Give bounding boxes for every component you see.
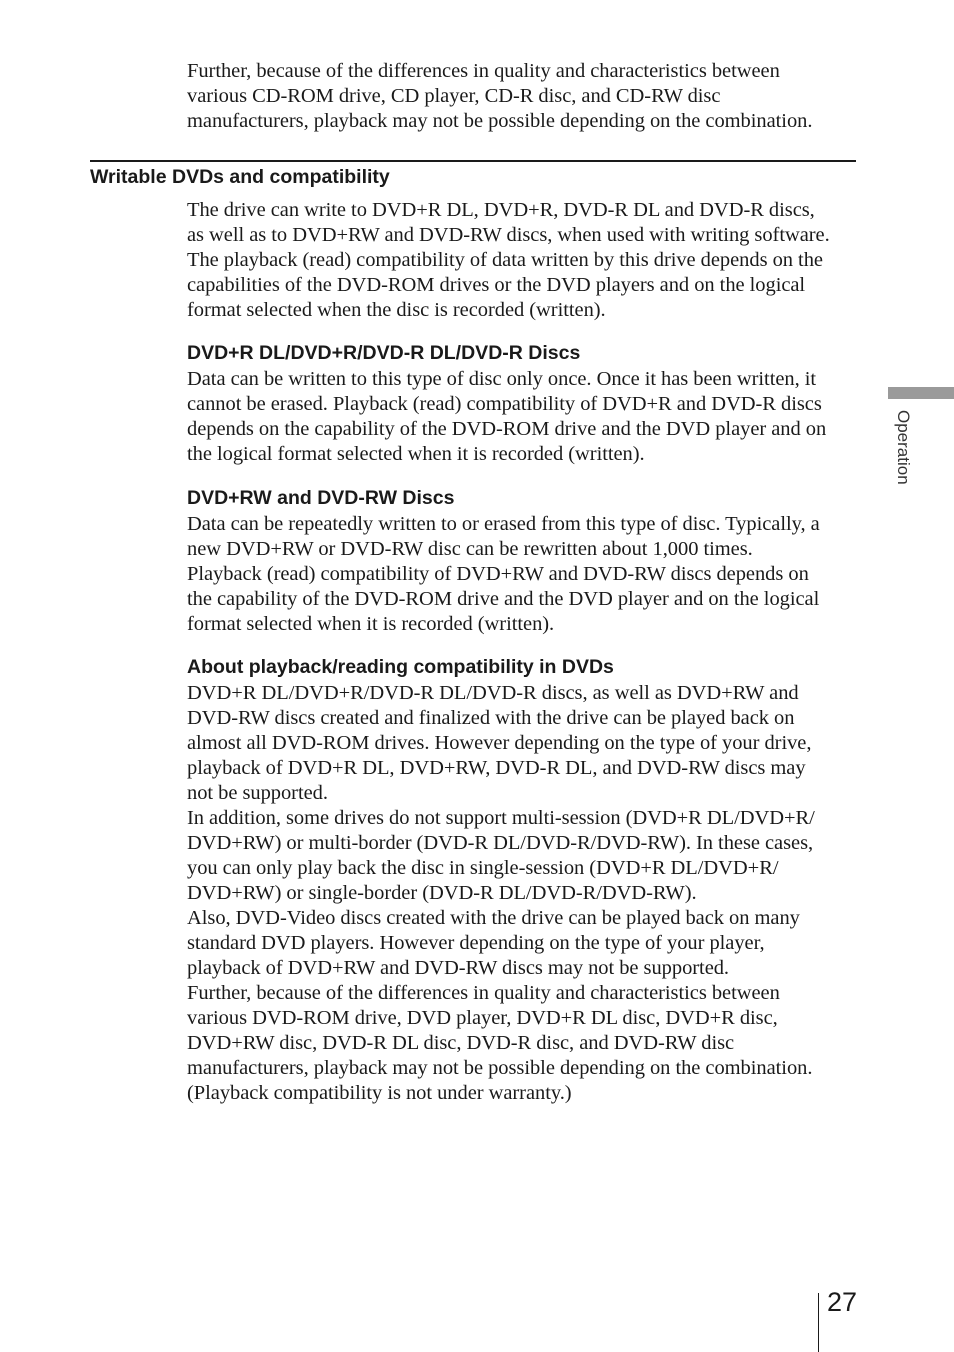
text-line: In addition, some drives do not support multi-session (DVD+R DL/DVD+R/ <box>187 807 815 829</box>
subsection-title-compatibility: About playback/reading compatibility in DVDs <box>187 656 614 678</box>
text-line: the capability of the DVD-ROM drive and the DVD player and on the logical <box>187 588 820 610</box>
text-line: Further, because of the differences in quality and characteristics between <box>187 60 780 82</box>
text-line: almost all DVD-ROM drives. However depending on the type of your drive, <box>187 732 812 754</box>
page-number-rule <box>818 1293 819 1352</box>
text-line: capabilities of the DVD-ROM drives or the DVD players and on the logical <box>187 274 806 296</box>
text-line: The playback (read) compatibility of data written by this drive depends on the <box>187 249 823 271</box>
text-line: various DVD-ROM drive, DVD player, DVD+R DL disc, DVD+R disc, <box>187 1007 778 1029</box>
section-rule <box>90 160 856 162</box>
subsection-title-dvd-r: DVD+R DL/DVD+R/DVD-R DL/DVD-R Discs <box>187 342 581 364</box>
text-line: various CD-ROM drive, CD player, CD-R disc, and CD-RW disc <box>187 85 721 107</box>
subsection-body-compatibility <box>187 681 857 1106</box>
text-line: DVD+RW disc, DVD-R DL disc, DVD-R disc, and DVD-RW disc <box>187 1032 735 1054</box>
text-line: Also, DVD-Video discs created with the drive can be played back on many <box>187 907 800 929</box>
subsection-body-dvd-rw <box>187 512 857 637</box>
text-line: the logical format selected when it is recorded (written). <box>187 443 645 465</box>
page-number: 27 <box>827 1287 858 1317</box>
text-line: cannot be erased. Playback (read) compatibility of DVD+R and DVD-R discs <box>187 393 822 415</box>
text-line: as well as to DVD+RW and DVD-RW discs, when used with writing software. <box>187 224 830 246</box>
chapter-tab-bar <box>888 387 954 399</box>
text-line: format selected when the disc is recorded (written). <box>187 299 606 321</box>
text-line: DVD-RW discs created and finalized with the drive can be played back on <box>187 707 795 729</box>
chapter-side-label: Operation <box>894 410 913 485</box>
text-line: manufacturers, playback may not be possible depending on the combination. <box>187 110 813 132</box>
text-line: manufacturers, playback may not be possible depending on the combination. <box>187 1057 813 1079</box>
text-line: Data can be written to this type of disc only once. Once it has been written, it <box>187 368 817 390</box>
text-line: DVD+RW) or single-border (DVD-R DL/DVD-R/DVD-RW). <box>187 882 697 904</box>
text-line: DVD+RW) or multi-border (DVD-R DL/DVD-R/DVD-RW). In these cases, <box>187 832 814 854</box>
text-line: depends on the capability of the DVD-ROM drive and the DVD player and on <box>187 418 827 440</box>
subsection-body-dvd-r <box>187 367 857 467</box>
text-line: format selected when it is recorded (written). <box>187 613 555 635</box>
intro-paragraph <box>187 59 857 134</box>
subsection-title-dvd-rw: DVD+RW and DVD-RW Discs <box>187 487 455 509</box>
section-title: Writable DVDs and compatibility <box>90 166 390 188</box>
text-line: Playback (read) compatibility of DVD+RW and DVD-RW discs depends on <box>187 563 809 585</box>
text-line: The drive can write to DVD+R DL, DVD+R, DVD-R DL and DVD-R discs, <box>187 199 815 221</box>
text-line: playback of DVD+R DL, DVD+RW, DVD-R DL, and DVD-RW discs may <box>187 757 806 779</box>
text-line: you can only play back the disc in single-session (DVD+R DL/DVD+R/ <box>187 857 779 879</box>
text-line: Further, because of the differences in quality and characteristics between <box>187 982 780 1004</box>
text-line: not be supported. <box>187 782 328 804</box>
text-line: standard DVD players. However depending on the type of your player, <box>187 932 765 954</box>
text-line: new DVD+RW or DVD-RW disc can be rewritten about 1,000 times. <box>187 538 753 560</box>
text-line: DVD+R DL/DVD+R/DVD-R DL/DVD-R discs, as well as DVD+RW and <box>187 682 799 704</box>
text-line: (Playback compatibility is not under warranty.) <box>187 1082 572 1104</box>
text-line: Data can be repeatedly written to or erased from this type of disc. Typically, a <box>187 513 820 535</box>
section-body <box>187 198 857 323</box>
text-line: playback of DVD+RW and DVD-RW discs may not be supported. <box>187 957 730 979</box>
